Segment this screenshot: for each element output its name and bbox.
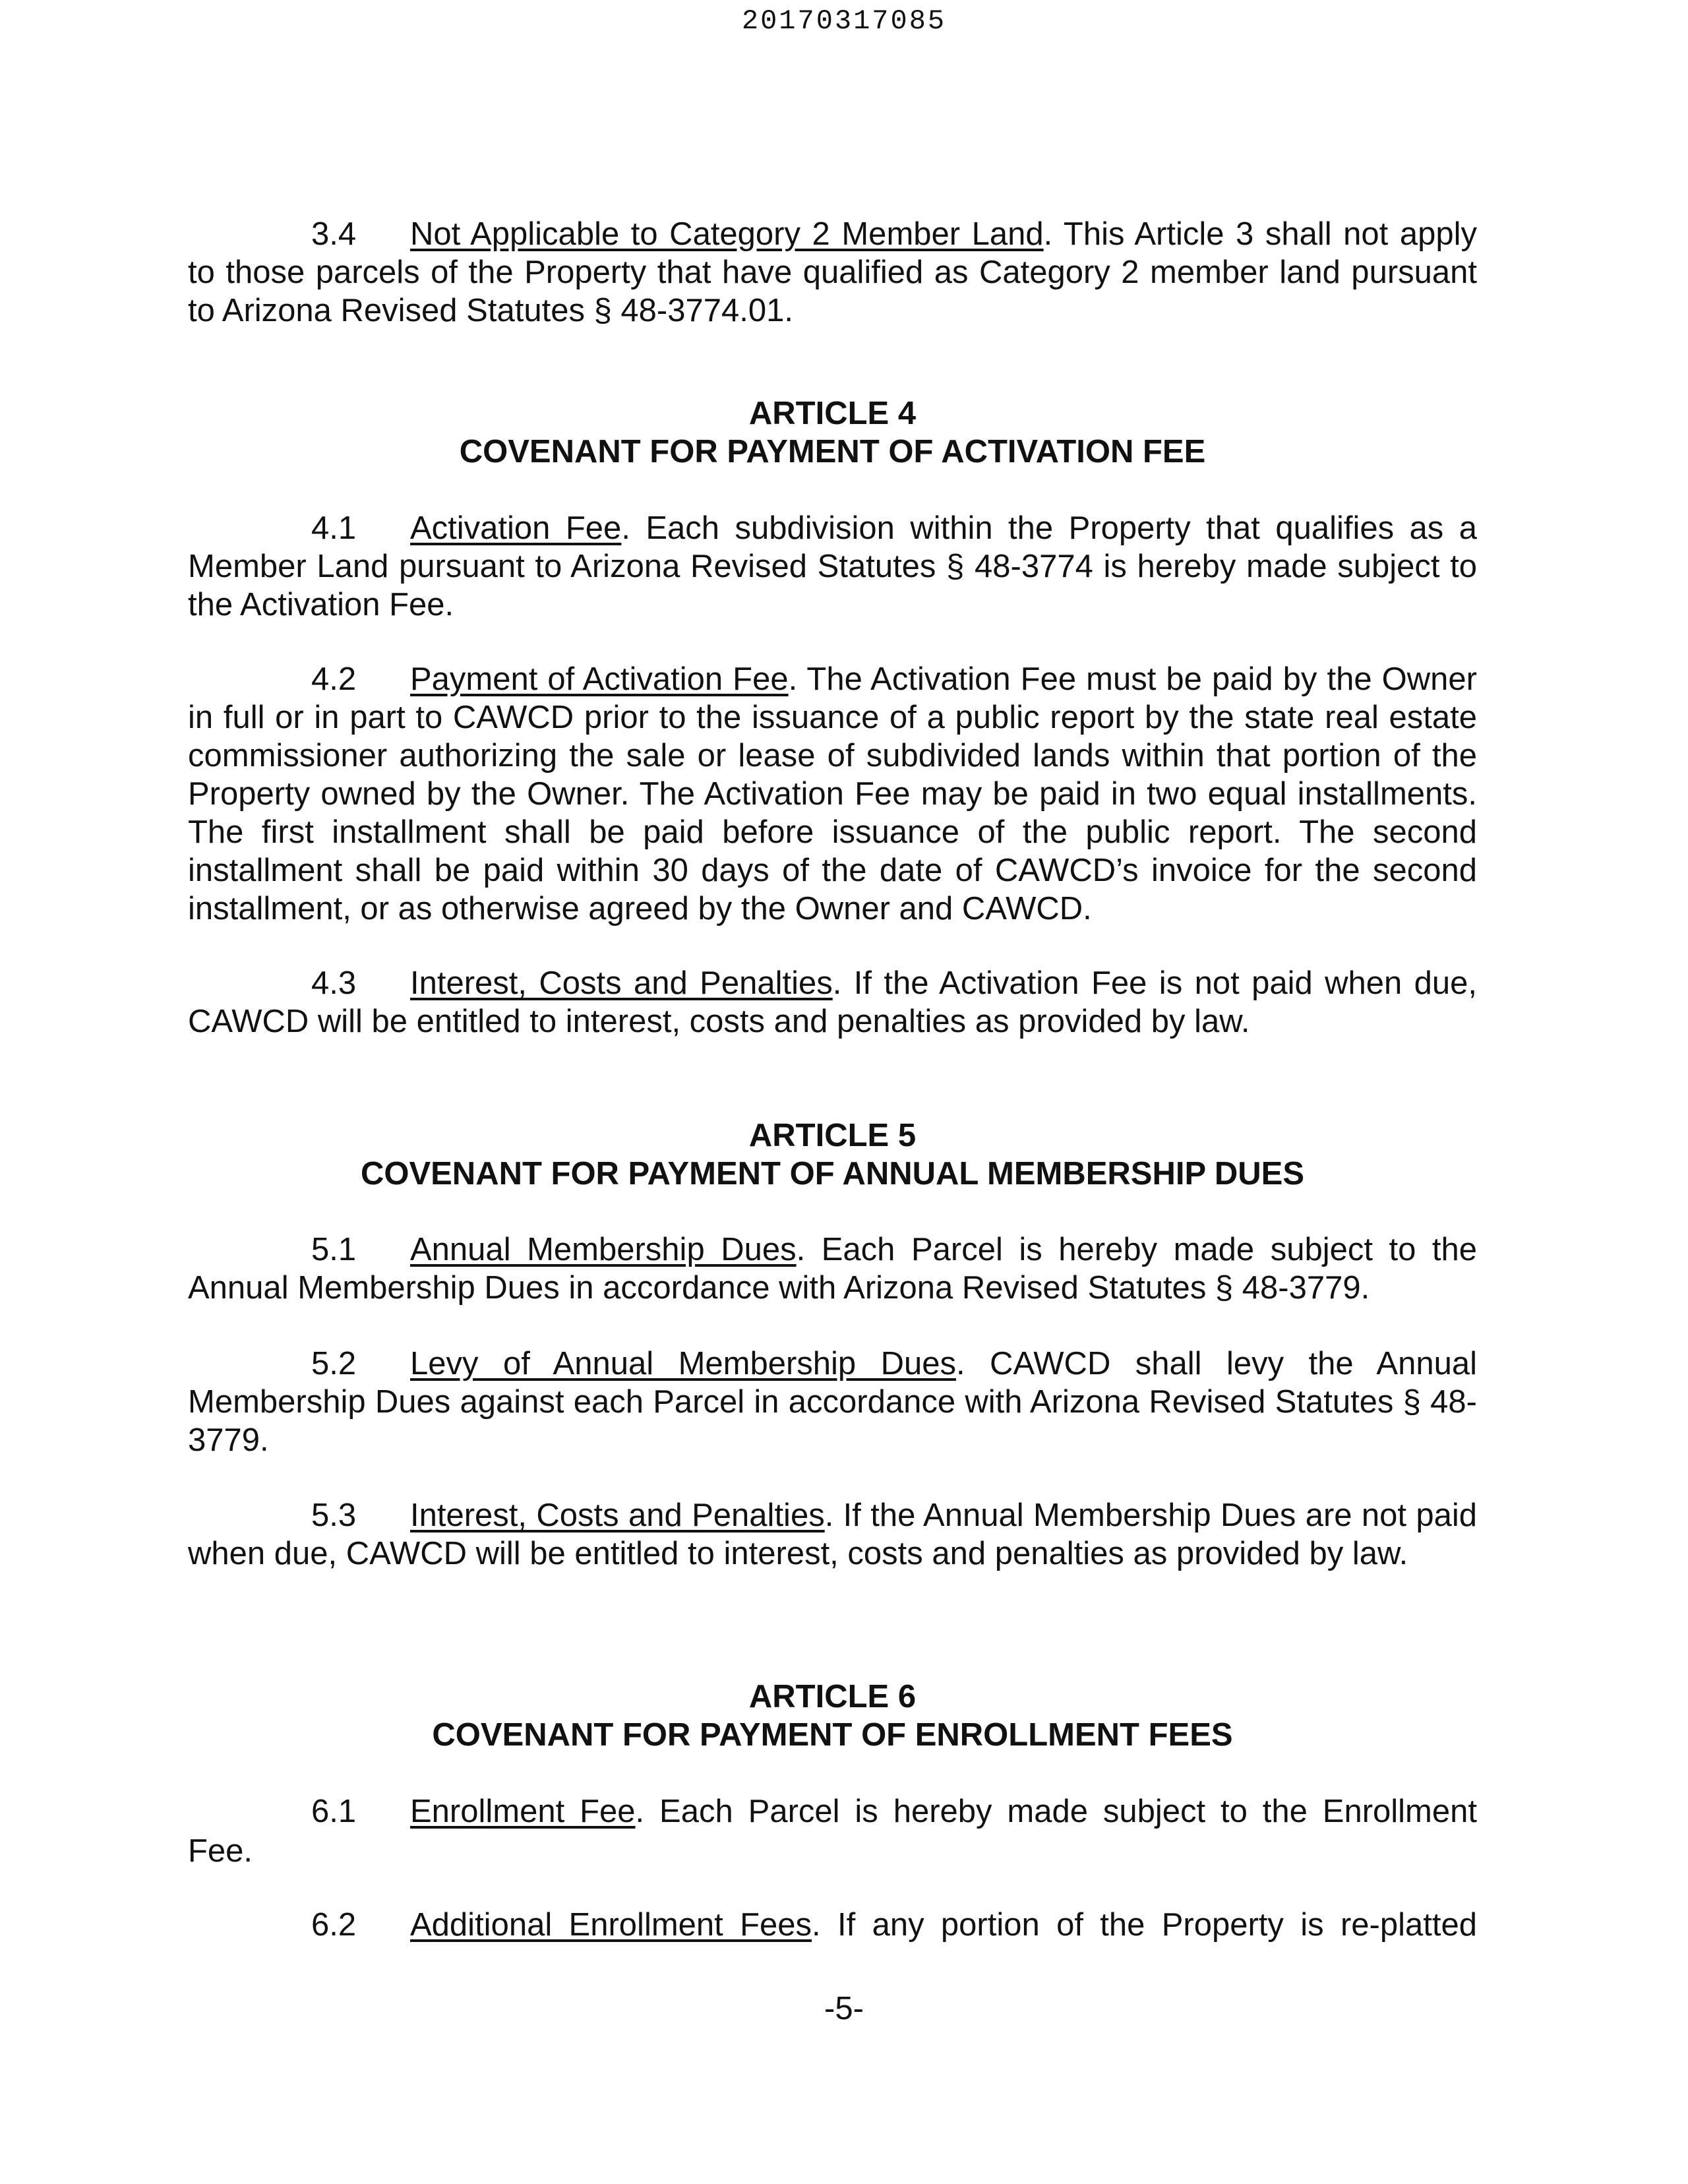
section-6-1 xyxy=(311,1792,1477,1831)
article-6-title: ARTICLE 6 xyxy=(748,1679,917,1714)
article-6-subtitle: COVENANT FOR PAYMENT OF ENROLLMENT FEES xyxy=(432,1717,1233,1753)
section-text: . If the Annual Membership Dues are not paid when due, CAWCD will be entitled to interest, costs and penalties as provided by law. xyxy=(188,1498,1477,1571)
section-caption: Interest, Costs and Penalties xyxy=(410,1498,825,1533)
section-5-3 xyxy=(188,1496,1477,1573)
section-text: . If the Activation Fee is not paid when due, CAWCD will be entitled to interest, costs and penalties as provided by law. xyxy=(188,965,1477,1039)
section-text: . This Article 3 shall not apply to those parcels of the Property that have qualified as Category 2 member land pursuant to Arizona Revised Statutes § 48-3774.01. xyxy=(188,216,1477,328)
section-number: 4.2 xyxy=(311,661,357,697)
section-caption: Additional Enrollment Fees xyxy=(410,1907,812,1943)
article-4-title: ARTICLE 4 xyxy=(748,396,917,431)
section-caption: Enrollment Fee xyxy=(410,1794,636,1829)
section-number: 4.1 xyxy=(311,510,357,546)
section-text: . If any portion of the Property is re-platted xyxy=(812,1907,1477,1943)
section-text: . Each subdivision within the Property that qualifies as a Member Land pursuant to Arizona Revised Statutes § 48-3774 is hereby made subject to the Activation Fee. xyxy=(188,510,1477,622)
section-6-1-tail: Fee. xyxy=(188,1833,253,1869)
document-number: 20170317085 xyxy=(741,5,947,37)
article-5-subtitle: COVENANT FOR PAYMENT OF ANNUAL MEMBERSHIP DUES xyxy=(360,1156,1305,1192)
section-4-3 xyxy=(188,964,1477,1041)
section-number: 5.2 xyxy=(311,1346,357,1381)
section-number: 4.3 xyxy=(311,965,357,1001)
section-4-1 xyxy=(188,509,1477,624)
section-caption: Payment of Activation Fee xyxy=(410,661,789,697)
section-number: 3.4 xyxy=(311,216,357,252)
article-5-title: ARTICLE 5 xyxy=(748,1118,917,1153)
section-text: . CAWCD shall levy the Annual Membership Dues against each Parcel in accordance with Arizona Revised Statutes § 48-3779. xyxy=(188,1346,1477,1458)
section-6-2 xyxy=(311,1906,1477,1944)
section-number: 6.2 xyxy=(311,1907,357,1943)
section-number: 5.3 xyxy=(311,1498,357,1533)
section-5-1 xyxy=(188,1230,1477,1307)
section-4-2 xyxy=(188,660,1477,928)
section-caption: Not Applicable to Category 2 Member Land xyxy=(410,216,1044,252)
section-3-4 xyxy=(188,215,1477,330)
section-caption: Annual Membership Dues xyxy=(410,1232,797,1267)
section-text: . The Activation Fee must be paid by the Owner in full or in part to CAWCD prior to the issuance of a public report by the state real estate commissioner authorizing the sale or lease of subdivided lands within that portion of the Property owned by the Owner. The Activation Fee may be paid in two equal installments. The first installment shall be paid before issuance of the public report. The second installment shall be paid within 30 days of the date of CAWCD’s invoice for the second installment, or as otherwise agreed by the Owner and CAWCD. xyxy=(188,661,1477,926)
section-5-2 xyxy=(188,1345,1477,1459)
section-caption: Activation Fee xyxy=(410,510,622,546)
section-text: . Each Parcel is hereby made subject to the Annual Membership Dues in accordance with Arizona Revised Statutes § 48-3779. xyxy=(188,1232,1477,1306)
section-number: 6.1 xyxy=(311,1794,357,1829)
article-4-subtitle: COVENANT FOR PAYMENT OF ACTIVATION FEE xyxy=(459,434,1206,470)
section-text: . Each Parcel is hereby made subject to the Enrollment xyxy=(635,1794,1477,1829)
section-caption: Interest, Costs and Penalties xyxy=(410,965,833,1001)
section-number: 5.1 xyxy=(311,1232,357,1267)
section-caption: Levy of Annual Membership Dues xyxy=(410,1346,956,1381)
page-number: -5- xyxy=(824,1991,864,2026)
